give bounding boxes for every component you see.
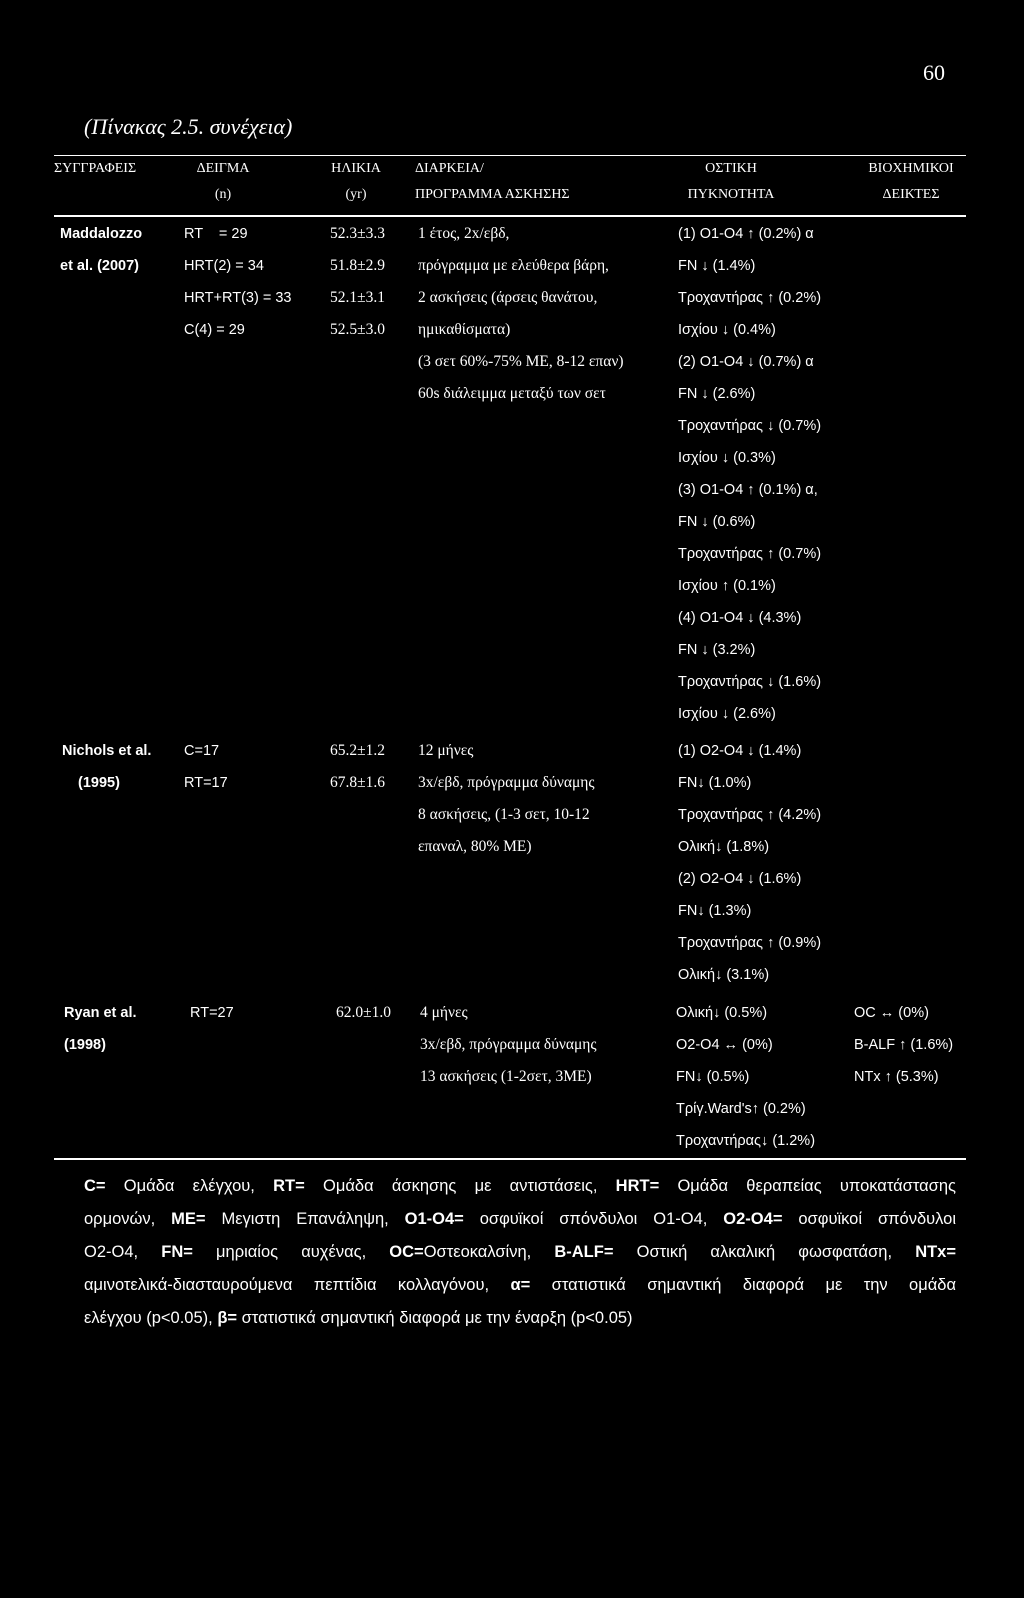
bone-result: Τροχαντήρας ↑ (0.7%) bbox=[678, 546, 822, 562]
row-1-bone bbox=[678, 735, 821, 991]
program-line: 1 έτος, 2x/εβδ, bbox=[418, 225, 510, 242]
bone-result: Τροχαντήρας ↑ (0.9%) bbox=[678, 935, 822, 951]
row-0-sample bbox=[184, 218, 291, 346]
age-value: 52.3±3.3 bbox=[330, 225, 386, 242]
program-line: (3 σετ 60%-75% ΜΕ, 8-12 επαν) bbox=[418, 353, 624, 370]
sample-group: C(4) = 29 bbox=[184, 322, 245, 338]
footnote-term: RT= bbox=[273, 1177, 305, 1195]
footnote-term: HRT= bbox=[615, 1177, 660, 1195]
bone-result: Τροχαντήρας ↑ (0.2%) bbox=[678, 290, 822, 306]
bone-result: FN↓ (1.3%) bbox=[678, 903, 752, 919]
bone-result: Τροχαντήρας↓ (1.2%) bbox=[676, 1133, 816, 1149]
row-0-author bbox=[60, 218, 142, 282]
biochem-result: OC ↔ (0%) bbox=[854, 1005, 929, 1021]
bone-result: Ισχίου ↓ (0.4%) bbox=[678, 322, 776, 338]
bone-result: Τροχαντήρας ↓ (0.7%) bbox=[678, 418, 822, 434]
footnote-text: οσφυϊκοί σπόνδυλοι O1-O4, bbox=[463, 1210, 724, 1228]
bone-result: Τρίγ.Ward's↑ (0.2%) bbox=[676, 1101, 806, 1117]
footnote-term: O1-O4= bbox=[404, 1210, 464, 1228]
program-line: 2 ασκήσεις (άρσεις θανάτου, bbox=[418, 289, 598, 306]
bone-result: Ισχίου ↓ (0.3%) bbox=[678, 450, 776, 466]
footnote-text: O2-O4, bbox=[84, 1243, 162, 1261]
footnote-term: B-ALF= bbox=[554, 1243, 614, 1261]
footnote-text: στατιστικά σημαντική διαφορά με την έναρξη (p<0.05) bbox=[237, 1309, 633, 1327]
row-2-author bbox=[64, 997, 137, 1061]
age-value: 52.1±3.1 bbox=[330, 289, 386, 306]
age-value: 51.8±2.9 bbox=[330, 257, 386, 274]
program-line: 13 ασκήσεις (1-2σετ, 3ΜΕ) bbox=[420, 1068, 592, 1085]
sample-group: HRT+RT(3) = 33 bbox=[184, 290, 292, 306]
program-line: 4 μήνες bbox=[420, 1004, 468, 1021]
program-line: 3x/εβδ, πρόγραμμα δύναμης bbox=[420, 1036, 597, 1053]
footnote-text: αμινοτελικά-διασταυρούμενα πεπτίδια κολλαγόνου, bbox=[84, 1276, 511, 1294]
row-2-program bbox=[420, 997, 597, 1093]
bone-result: Ολική↓ (3.1%) bbox=[678, 967, 770, 983]
sample-group: RT = 29 bbox=[184, 226, 248, 242]
age-value: 65.2±1.2 bbox=[330, 742, 386, 759]
bone-result: FN ↓ (2.6%) bbox=[678, 386, 756, 402]
sample-group: C=17 bbox=[184, 743, 220, 759]
bone-result: (2) O1-O4 ↓ (0.7%) α bbox=[678, 354, 814, 370]
footnote-text: Ομάδα άσκησης με αντιστάσεις, bbox=[304, 1177, 616, 1195]
header-age-unit: (yr) bbox=[345, 187, 367, 202]
footnote-text: Οστική αλκαλική φωσφατάση, bbox=[613, 1243, 916, 1261]
bone-result: (2) O2-O4 ↓ (1.6%) bbox=[678, 871, 802, 887]
table-header-rule bbox=[54, 215, 966, 217]
row-2-bone bbox=[676, 997, 815, 1157]
footnote-text: Ομάδα θεραπείας υποκατάστασης bbox=[659, 1177, 956, 1195]
sample-group: RT=17 bbox=[184, 775, 228, 791]
footnote-text: Ομάδα ελέγχου, bbox=[105, 1177, 274, 1195]
bone-result: FN ↓ (3.2%) bbox=[678, 642, 756, 658]
sample-group: HRT(2) = 34 bbox=[184, 258, 264, 274]
row-2-biochem bbox=[854, 997, 953, 1093]
row-0-bone bbox=[678, 218, 821, 730]
table-caption: (Πίνακας 2.5. συνέχεια) bbox=[84, 114, 293, 139]
footnote-line bbox=[84, 1302, 956, 1335]
biochem-result: NTx ↑ (5.3%) bbox=[854, 1069, 939, 1085]
abbreviations-footnote bbox=[84, 1170, 956, 1335]
author-year: (1995) bbox=[78, 775, 120, 791]
bone-result: FN↓ (0.5%) bbox=[676, 1069, 750, 1085]
row-0-age bbox=[330, 218, 385, 346]
program-line: επαναλ, 80% ΜΕ) bbox=[418, 838, 532, 855]
footnote-line bbox=[84, 1203, 956, 1236]
header-program-label: ΔΙΑΡΚΕΙΑ/ bbox=[415, 161, 484, 176]
bone-result: Ισχίου ↑ (0.1%) bbox=[678, 578, 776, 594]
footnote-term: α= bbox=[510, 1276, 531, 1294]
header-author-label: ΣΥΓΓΡΑΦΕΙΣ bbox=[54, 161, 137, 176]
row-1-author bbox=[62, 735, 151, 799]
row-0-program bbox=[418, 218, 624, 410]
bone-result: (1) O1-O4 ↑ (0.2%) α bbox=[678, 226, 814, 242]
bone-result: FN ↓ (0.6%) bbox=[678, 514, 756, 530]
bone-result: FN↓ (1.0%) bbox=[678, 775, 752, 791]
bone-result: (3) O1-O4 ↑ (0.1%) α, bbox=[678, 482, 818, 498]
bone-result: Ολική↓ (1.8%) bbox=[678, 839, 770, 855]
row-2-sample bbox=[190, 997, 234, 1029]
header-biochem bbox=[856, 156, 966, 208]
header-age bbox=[320, 156, 392, 208]
bone-result: Ισχίου ↓ (2.6%) bbox=[678, 706, 776, 722]
footnote-text: στατιστικά σημαντική διαφορά με την ομάδα bbox=[530, 1276, 956, 1294]
bone-result: FN ↓ (1.4%) bbox=[678, 258, 756, 274]
author-name: Nichols et al. bbox=[62, 743, 152, 759]
bone-result: Τροχαντήρας ↑ (4.2%) bbox=[678, 807, 822, 823]
program-line: πρόγραμμα με ελεύθερα βάρη, bbox=[418, 257, 609, 274]
program-line: 60s διάλειμμα μεταξύ των σετ bbox=[418, 385, 606, 402]
header-biochem-label: ΒΙΟΧΗΜΙΚΟΙ bbox=[868, 161, 954, 176]
bone-result: Ολική↓ (0.5%) bbox=[676, 1005, 768, 1021]
page-number: 60 bbox=[923, 60, 945, 85]
biochem-result: B-ALF ↑ (1.6%) bbox=[854, 1037, 954, 1053]
row-1-program bbox=[418, 735, 595, 863]
header-sample-unit: (n) bbox=[214, 187, 232, 202]
header-age-label: ΗΛΙΚΙΑ bbox=[331, 161, 381, 176]
footnote-text: ορμονών, bbox=[84, 1210, 172, 1228]
footnote-text: ελέγχου (p<0.05), bbox=[84, 1309, 218, 1327]
header-bone-label: ΟΣΤΙΚΗ bbox=[705, 161, 757, 176]
footnote-text: μηριαίος αυχένας, bbox=[192, 1243, 390, 1261]
program-line: 8 ασκήσεις, (1-3 σετ, 10-12 bbox=[418, 806, 590, 823]
header-program-label-2: ΠΡΟΓΡΑΜΜΑ ΑΣΚΗΣΗΣ bbox=[415, 187, 570, 202]
header-author bbox=[54, 156, 164, 182]
header-bone bbox=[678, 156, 784, 208]
header-biochem-label-2: ΔΕΙΚΤΕΣ bbox=[882, 187, 940, 202]
bone-result: O2-O4 ↔ (0%) bbox=[676, 1037, 773, 1053]
header-program bbox=[415, 156, 615, 208]
footnote-term: β= bbox=[217, 1309, 238, 1327]
bone-result: (1) O2-O4 ↓ (1.4%) bbox=[678, 743, 802, 759]
age-value: 52.5±3.0 bbox=[330, 321, 386, 338]
header-bone-label-2: ΠΥΚΝΟΤΗΤΑ bbox=[687, 187, 775, 202]
row-2-age bbox=[336, 997, 391, 1029]
footnote-line bbox=[84, 1170, 956, 1203]
header-sample bbox=[180, 156, 266, 208]
sample-group: RT=27 bbox=[190, 1005, 234, 1021]
footnote-text: οσφυϊκοί σπόνδυλοι bbox=[782, 1210, 956, 1228]
program-line: 12 μήνες bbox=[418, 742, 474, 759]
program-line: ημικαθίσματα) bbox=[418, 321, 511, 338]
row-1-sample bbox=[184, 735, 228, 799]
age-value: 62.0±1.0 bbox=[336, 1004, 392, 1021]
footnote-term: FN= bbox=[161, 1243, 193, 1261]
footnote-line bbox=[84, 1236, 956, 1269]
footnote-text: Οστεοκαλσίνη, bbox=[423, 1243, 555, 1261]
footnote-term: C= bbox=[84, 1177, 106, 1195]
footnote-term: O2-O4= bbox=[723, 1210, 783, 1228]
author-name: Ryan et al. bbox=[64, 1005, 137, 1021]
bone-result: (4) O1-O4 ↓ (4.3%) bbox=[678, 610, 802, 626]
row-1-age bbox=[330, 735, 385, 799]
program-line: 3x/εβδ, πρόγραμμα δύναμης bbox=[418, 774, 595, 791]
footnote-term: NTx= bbox=[915, 1243, 956, 1261]
header-sample-label: ΔΕΙΓΜΑ bbox=[196, 161, 250, 176]
table-bottom-rule bbox=[54, 1158, 966, 1160]
age-value: 67.8±1.6 bbox=[330, 774, 386, 791]
bone-result: Τροχαντήρας ↓ (1.6%) bbox=[678, 674, 822, 690]
footnote-text: Μεγιστη Επανάληψη, bbox=[205, 1210, 405, 1228]
footnote-term: ΜΕ= bbox=[171, 1210, 206, 1228]
author-year: et al. (2007) bbox=[60, 258, 139, 274]
author-name: Maddalozzo bbox=[60, 226, 143, 242]
footnote-term: OC= bbox=[389, 1243, 424, 1261]
footnote-line bbox=[84, 1269, 956, 1302]
author-year: (1998) bbox=[64, 1037, 106, 1053]
